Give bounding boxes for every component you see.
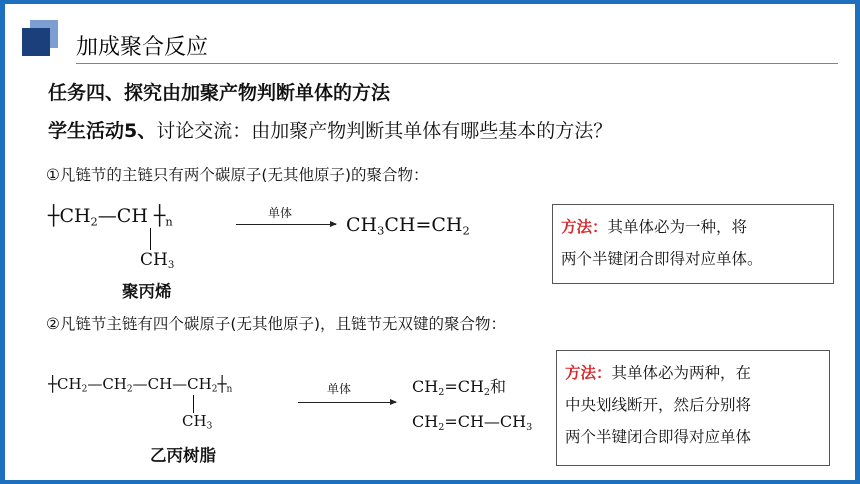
method-text-1a: 其单体必为一种，将 xyxy=(607,218,748,236)
method-label-2: 方法： xyxy=(565,364,612,382)
arrow-label-1: 单体 xyxy=(268,206,293,220)
reaction-arrow-1 xyxy=(236,224,336,225)
method-text-1b: 两个半键闭合即得对应单体。 xyxy=(561,250,763,268)
monomer-ethylene: $CH_2=CH_2$和 xyxy=(412,377,507,398)
polymer-name-2: 乙丙树脂 xyxy=(150,446,216,465)
case2-description: ②凡链节主链有四个碳原子(无其他原子)，且链节无双键的聚合物： xyxy=(46,315,506,333)
activity-label: 学生活动5、 xyxy=(48,120,157,142)
branch-bond-1 xyxy=(150,228,151,250)
method-box-2 xyxy=(556,350,830,466)
title-divider xyxy=(76,63,838,64)
monomer-propene: $CH_3CH=CH_2$ xyxy=(346,214,470,238)
task-heading: 任务四、探究由加聚产物判断单体的方法 xyxy=(48,82,391,104)
polymer-name-1: 聚丙烯 xyxy=(122,282,172,301)
arrow-label-2: 单体 xyxy=(327,382,352,396)
methyl-group-2: $CH_3$ xyxy=(182,412,213,432)
method-box-1 xyxy=(552,204,834,284)
ethylene-propylene-resin-formula: $┼CH_2—CH_2—CH—CH_2┼_n$ xyxy=(48,375,233,395)
methyl-group-1: $CH_3$ xyxy=(140,250,175,272)
branch-bond-2 xyxy=(193,395,194,413)
method-text-2a: 其单体必为两种，在 xyxy=(611,364,752,382)
activity-text: 讨论交流：由加聚产物判断其单体有哪些基本的方法？ xyxy=(156,120,613,142)
method-label-1: 方法： xyxy=(561,218,608,236)
case1-description: ①凡链节的主链只有两个碳原子(无其他原子)的聚合物： xyxy=(46,166,429,184)
logo-square-dark xyxy=(22,28,50,56)
polypropylene-formula: $┼CH_2—CH$ $┼_n$ xyxy=(48,205,173,229)
monomer-propylene: $CH_2=CH—CH_3$ xyxy=(412,412,533,433)
connector-and: 和 xyxy=(490,377,507,396)
method-text-2c: 两个半键闭合即得对应单体 xyxy=(565,428,752,446)
page-title: 加成聚合反应 xyxy=(76,35,209,60)
method-text-2b: 中央划线断开，然后分别将 xyxy=(565,396,752,414)
activity-line xyxy=(48,116,612,143)
reaction-arrow-2 xyxy=(298,402,396,403)
